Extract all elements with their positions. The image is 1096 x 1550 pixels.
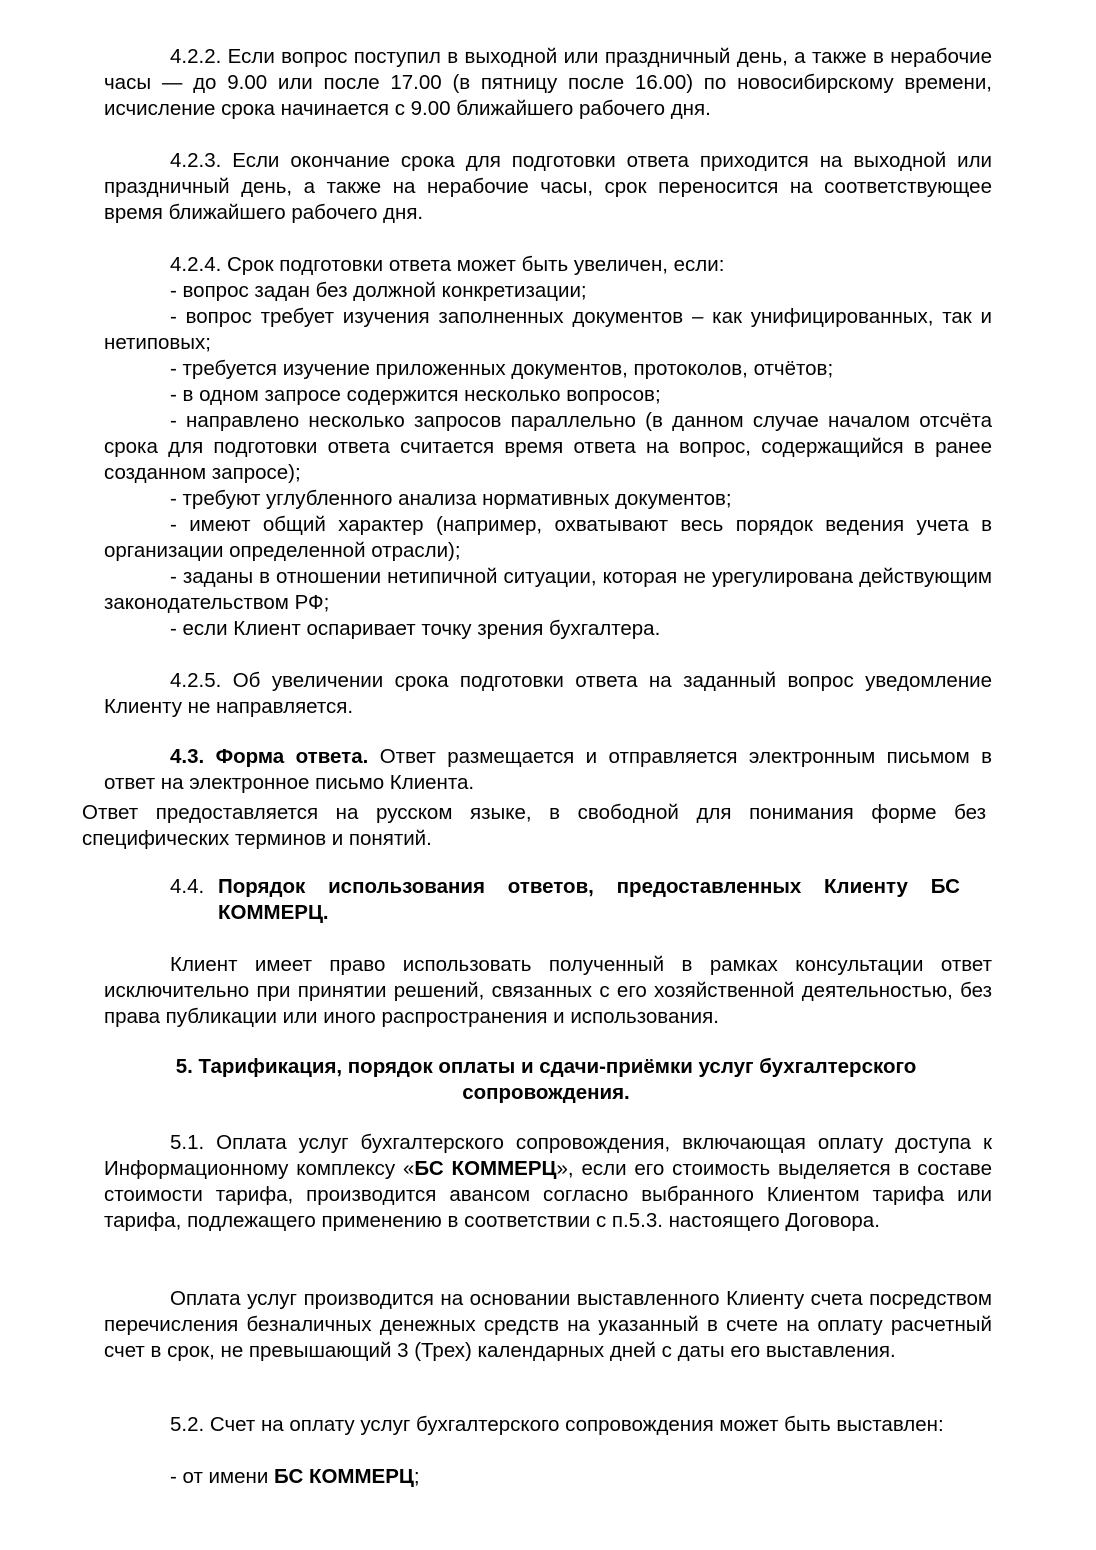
list-item: - вопрос задан без должной конкретизации; xyxy=(170,279,587,302)
section-number: 4.3. xyxy=(170,745,205,768)
brand-name: БС КОММЕРЦ xyxy=(414,1157,557,1180)
list-item: - направлено несколько запросов параллельно (в данном случае началом отсчёта срока для подготовки ответа считается время ответа на вопрос, содержащийся в ранее созданном запросе); xyxy=(104,409,992,484)
paragraph-text: », если его стоимость выделяется в составе стоимости тарифа, производится авансом согласно выбранного Клиентом тарифа или тарифа, подлежащего применению в соответствии с п.5.3. настоящего Договора. xyxy=(104,1157,992,1232)
paragraph-4-2-4-intro: 4.2.4. Срок подготовки ответа может быть увеличен, если: xyxy=(170,253,725,276)
paragraph-text: 5.1. Оплата услуг бухгалтерского сопровождения, включающая оплату доступа к Информационному комплексу « xyxy=(104,1131,992,1180)
list-item: - требуется изучение приложенных документов, протоколов, отчётов; xyxy=(170,357,834,380)
list-item: - если Клиент оспаривает точку зрения бухгалтера. xyxy=(170,617,661,640)
list-item-text: ; xyxy=(413,1465,420,1488)
paragraph-5-1-payment: Оплата услуг производится на основании выставленного Клиенту счета посредством перечисления безналичных денежных средств на указанный в счете на оплату расчетный счет в срок, не превышающий 3 (Трех) календарных дней с даты его выставления. xyxy=(104,1287,992,1362)
section-heading: Порядок использования ответов, предоставленных Клиенту БС КОММЕРЦ. xyxy=(218,875,960,924)
paragraph-text: Ответ размещается и отправляется электронным письмом в ответ на электронное письмо Клиента. xyxy=(104,745,992,794)
paragraph-4-3-answer-language: Ответ предоставляется на русском языке, в свободной для понимания форме без специфических терминов и понятий. xyxy=(82,801,986,850)
list-item: - имеют общий характер (например, охватывают весь порядок ведения учета в организации определенной отрасли); xyxy=(104,513,992,562)
list-item: - в одном запросе содержится несколько вопросов; xyxy=(170,383,661,406)
paragraph-5-2: 5.2. Счет на оплату услуг бухгалтерского сопровождения может быть выставлен: xyxy=(170,1413,944,1436)
list-item: - вопрос требует изучения заполненных документов – как унифицированных, так и нетиповых; xyxy=(104,305,992,354)
list-item xyxy=(170,1464,992,1490)
paragraph-4-2-3: 4.2.3. Если окончание срока для подготовки ответа приходится на выходной или праздничный день, а также на нерабочие часы, срок переносится на соответствующее время ближайшего рабочего дня. xyxy=(104,149,992,224)
paragraph-4-2-2: 4.2.2. Если вопрос поступил в выходной или праздничный день, а также в нерабочие часы — до 9.00 или после 17.00 (в пятницу после 16.00) по новосибирскому времени, исчисление срока начинается с 9.00 ближайшего рабочего дня. xyxy=(104,45,992,120)
paragraph-4-2-5: 4.2.5. Об увеличении срока подготовки ответа на заданный вопрос уведомление Клиенту не направляется. xyxy=(104,669,992,718)
list-item-text: - от имени xyxy=(170,1465,274,1488)
section-5-title: 5. Тарификация, порядок оплаты и сдачи-приёмки услуг бухгалтерского сопровождения. xyxy=(175,1055,917,1104)
list-item: - заданы в отношении нетипичной ситуации, которая не урегулирована действующим законодательством РФ; xyxy=(104,565,992,614)
brand-name: БС КОММЕРЦ xyxy=(273,1465,414,1488)
paragraph-4-3 xyxy=(104,744,992,796)
paragraph-5-1 xyxy=(104,1130,992,1234)
section-heading: Форма ответа. xyxy=(215,745,369,768)
heading-4-4 xyxy=(170,874,960,926)
section-number: 4.4. xyxy=(170,875,205,898)
paragraph-4-4-text: Клиент имеет право использовать полученный в рамках консультации ответ исключительно при принятии решений, связанных с его хозяйственной деятельностью, без права публикации или иного распространения и использования. xyxy=(104,953,992,1028)
list-item: - требуют углубленного анализа нормативных документов; xyxy=(170,487,732,510)
